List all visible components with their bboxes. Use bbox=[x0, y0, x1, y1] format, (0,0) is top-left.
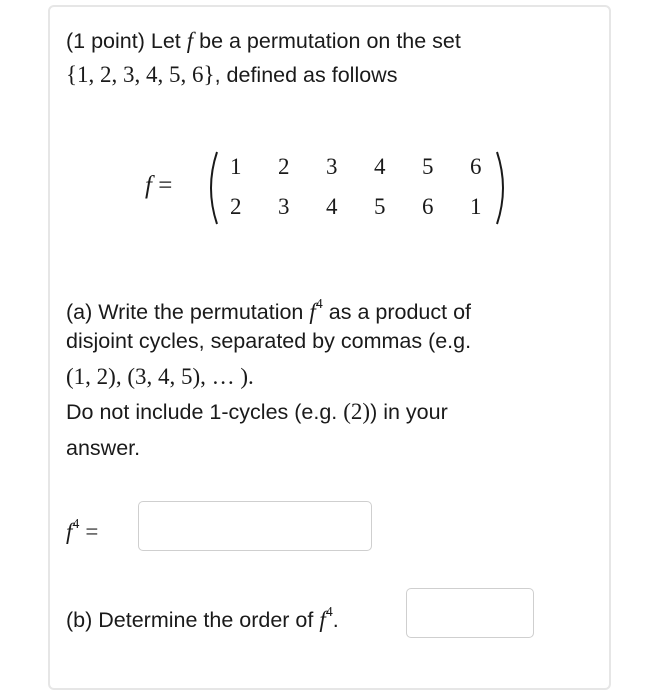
answer-a-label: $f^4$ = bbox=[66, 517, 99, 545]
part-a-line-4: Do not include 1-cycles (e.g. (2)) in your bbox=[66, 399, 448, 424]
set-notation: {1, 2, 3, 4, 5, 6} bbox=[66, 62, 215, 87]
intro-line-1: (1 point) Let f be a permutation on the set bbox=[66, 28, 461, 53]
part-b-prompt: (b) Determine the order of $f^4$. bbox=[66, 605, 339, 633]
part-a-example: (1, 2), (3, 4, 5), … ). bbox=[66, 364, 254, 389]
matrix-top-row: 1 2 3 4 5 6 bbox=[230, 154, 482, 179]
part-a-line-5: answer. bbox=[66, 436, 141, 460]
permutation-label: f = bbox=[145, 172, 173, 199]
answer-b-input[interactable] bbox=[406, 588, 534, 638]
intro-line-2: {1, 2, 3, 4, 5, 6}, defined as follows bbox=[66, 62, 398, 87]
points-label: (1 point) bbox=[66, 29, 145, 53]
permutation-matrix bbox=[145, 150, 525, 230]
right-paren-icon bbox=[495, 150, 511, 226]
matrix-bottom-row: 2 3 4 5 6 1 bbox=[230, 194, 482, 219]
part-a-line-2: disjoint cycles, separated by commas (e.g. bbox=[66, 329, 472, 353]
part-a-line-1: (a) Write the permutation $f^4$ as a product of bbox=[66, 297, 471, 325]
answer-a-input[interactable] bbox=[138, 501, 372, 551]
left-paren-icon bbox=[203, 150, 219, 226]
